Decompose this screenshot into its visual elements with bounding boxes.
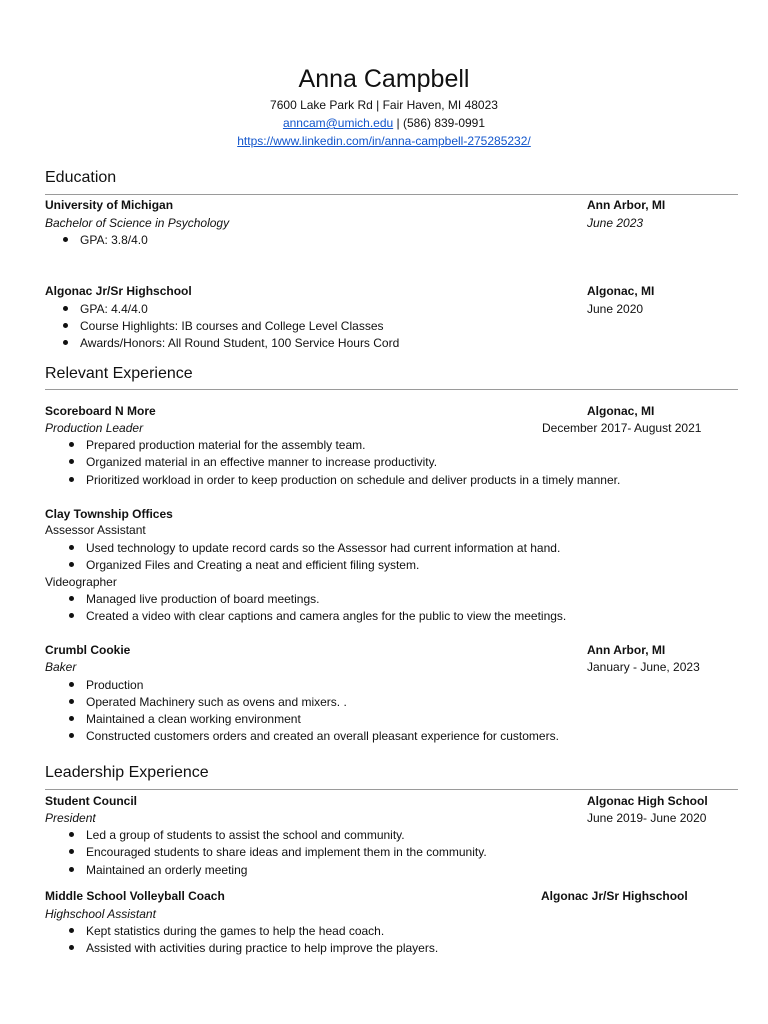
entry-subheader-row — [45, 811, 713, 826]
list-item: Prepared production material for the assembly team. — [69, 438, 365, 453]
role-title: Videographer — [45, 575, 117, 589]
role-title: Highschool Assistant — [45, 907, 156, 921]
entry-header-row — [45, 643, 713, 658]
list-item: Used technology to update record cards so the Assessor had current information at hand. — [69, 541, 560, 556]
bullet-icon — [69, 459, 74, 464]
bullet-icon — [69, 613, 74, 618]
bullet-icon — [69, 733, 74, 738]
section-heading-relevant-experience: Relevant Experience — [45, 365, 193, 382]
resume-name: Anna Campbell — [298, 65, 470, 93]
org-location: Ann Arbor, MI — [587, 643, 666, 657]
org-location: Algonac High School — [587, 794, 708, 808]
contact-line — [0, 116, 768, 131]
degree-title: Bachelor of Science in Psychology — [45, 216, 230, 230]
role-title: President — [45, 811, 96, 825]
org-location: Algonac, MI — [587, 404, 655, 418]
list-item: Organized material in an effective manner to increase productivity. — [69, 455, 437, 470]
degree-date: June 2023 — [587, 216, 644, 230]
org-name: Student Council — [45, 794, 137, 808]
role-title: Assessor Assistant — [45, 523, 146, 537]
bullet-icon — [69, 832, 74, 837]
bullet-icon — [69, 682, 74, 687]
list-item: Constructed customers orders and created an overall pleasant experience for customers. — [69, 729, 559, 744]
entry-subheader-row — [45, 216, 713, 231]
entry-subheader-row — [45, 421, 713, 436]
entry-header-row — [45, 284, 713, 299]
bullet-icon — [69, 699, 74, 704]
address-line: 7600 Lake Park Rd | Fair Haven, MI 48023 — [270, 98, 498, 112]
bullet-icon — [69, 928, 74, 933]
org-name: Middle School Volleyball Coach — [45, 889, 225, 903]
bullet-icon — [63, 306, 68, 311]
entry-header-row — [45, 404, 713, 419]
list-item: GPA: 4.4/4.0 — [63, 302, 148, 317]
section-heading-education: Education — [45, 169, 117, 186]
org-name: Clay Township Offices — [45, 507, 173, 521]
phone-text: | (586) 839-0991 — [393, 116, 486, 130]
section-divider — [45, 789, 738, 790]
bullet-icon — [69, 596, 74, 601]
list-item: Prioritized workload in order to keep production on schedule and deliver products in a timely manner. — [69, 473, 620, 488]
role-date: June 2019- June 2020 — [587, 811, 707, 825]
role-date: January - June, 2023 — [587, 660, 700, 674]
org-name: Scoreboard N More — [45, 404, 156, 418]
bullet-icon — [69, 442, 74, 447]
list-item: Organized Files and Creating a neat and efficient filing system. — [69, 558, 419, 573]
bullet-icon — [63, 237, 68, 242]
school-name: University of Michigan — [45, 198, 174, 212]
list-item: Production — [69, 678, 143, 693]
list-item: Course Highlights: IB courses and College Level Classes — [63, 319, 384, 334]
linkedin-link[interactable]: https://www.linkedin.com/in/anna-campbell-275285232/ — [237, 134, 531, 148]
bullet-icon — [69, 477, 74, 482]
list-item: Awards/Honors: All Round Student, 100 Service Hours Cord — [63, 336, 399, 351]
bullet-icon — [69, 945, 74, 950]
section-heading-leadership-experience: Leadership Experience — [45, 764, 209, 781]
bullet-icon — [63, 340, 68, 345]
bullet-icon — [69, 716, 74, 721]
bullet-icon — [69, 849, 74, 854]
bullet-icon — [63, 323, 68, 328]
email-link[interactable]: anncam@umich.edu — [282, 116, 394, 130]
role-title: Baker — [45, 660, 77, 674]
linkedin-line — [0, 134, 768, 149]
list-item: Maintained an orderly meeting — [69, 863, 247, 878]
school-date: June 2020 — [587, 302, 644, 316]
role-title: Production Leader — [45, 421, 144, 435]
section-divider — [45, 389, 738, 390]
role-date: December 2017- August 2021 — [542, 421, 702, 435]
org-name: Crumbl Cookie — [45, 643, 131, 657]
entry-header-row — [45, 794, 713, 809]
entry-header-row — [45, 198, 713, 213]
list-item: Led a group of students to assist the school and community. — [69, 828, 405, 843]
list-item: Operated Machinery such as ovens and mixers. . — [69, 695, 347, 710]
list-item: Encouraged students to share ideas and implement them in the community. — [69, 845, 487, 860]
bullet-icon — [69, 545, 74, 550]
list-item: Managed live production of board meetings. — [69, 592, 319, 607]
list-item: Maintained a clean working environment — [69, 712, 301, 727]
school-name: Algonac Jr/Sr Highschool — [45, 284, 192, 298]
list-item: GPA: 3.8/4.0 — [63, 233, 148, 248]
school-location: Ann Arbor, MI — [587, 198, 666, 212]
section-divider — [45, 194, 738, 195]
entry-subheader-row — [45, 660, 713, 675]
entry-header-row — [45, 889, 713, 904]
school-location: Algonac, MI — [587, 284, 655, 298]
bullet-icon — [69, 867, 74, 872]
bullet-icon — [69, 562, 74, 567]
list-item: Kept statistics during the games to help the head coach. — [69, 924, 384, 939]
list-item: Assisted with activities during practice to help improve the players. — [69, 941, 438, 956]
list-item: Created a video with clear captions and camera angles for the public to view the meetings. — [69, 609, 566, 624]
org-location: Algonac Jr/Sr Highschool — [541, 889, 688, 903]
entry-header-row — [45, 507, 713, 522]
